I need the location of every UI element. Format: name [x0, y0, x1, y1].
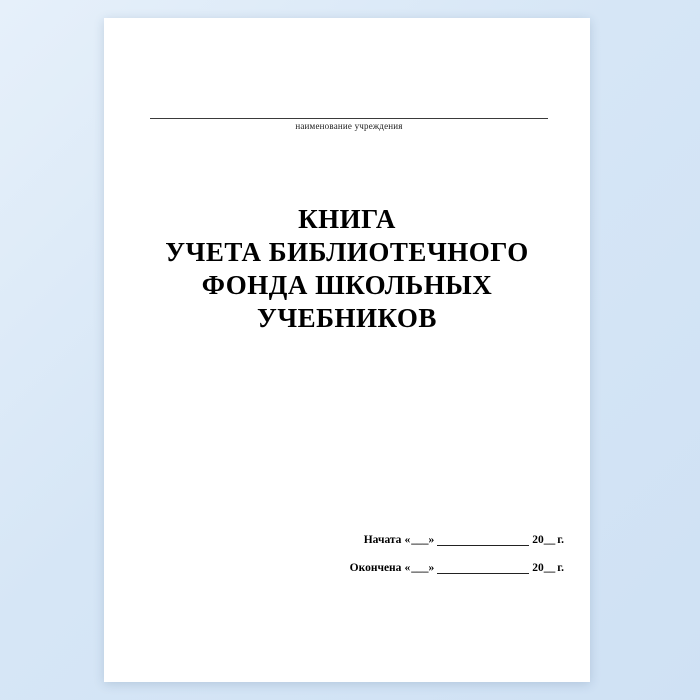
date-started-label: Начата — [363, 534, 402, 546]
date-started-row[interactable] — [314, 534, 564, 546]
title-line-1: КНИГА — [298, 204, 396, 234]
dates-block — [314, 534, 564, 590]
date-finished-row[interactable] — [314, 562, 564, 574]
date-started-close-quote: » — [428, 534, 435, 546]
date-finished-day[interactable]: ___ — [411, 562, 429, 574]
date-started-year-blank[interactable]: __ — [543, 534, 556, 546]
document-sheet — [104, 18, 590, 682]
title-line-3: ФОНДА ШКОЛЬНЫХ — [201, 270, 493, 300]
page-title — [134, 203, 560, 335]
date-finished-suffix: г. — [557, 562, 564, 574]
organization-name-caption: наименование учреждения — [295, 121, 403, 131]
organization-name-rule — [150, 98, 548, 119]
date-finished-open-quote: « — [404, 562, 411, 574]
date-started-month-blank[interactable] — [437, 534, 529, 546]
date-started-open-quote: « — [404, 534, 411, 546]
date-started-suffix: г. — [557, 534, 564, 546]
date-started-year-prefix: 20 — [532, 534, 544, 546]
title-line-4: УЧЕБНИКОВ — [257, 303, 437, 333]
organization-name-field[interactable] — [150, 98, 548, 131]
date-finished-label: Окончена — [349, 562, 402, 574]
date-finished-month-blank[interactable] — [437, 562, 529, 574]
date-finished-year-blank[interactable]: __ — [543, 562, 556, 574]
title-line-2: УЧЕТА БИБЛИОТЕЧНОГО — [165, 237, 529, 267]
date-finished-year-prefix: 20 — [532, 562, 544, 574]
date-started-day[interactable]: ___ — [411, 534, 429, 546]
date-finished-close-quote: » — [428, 562, 435, 574]
